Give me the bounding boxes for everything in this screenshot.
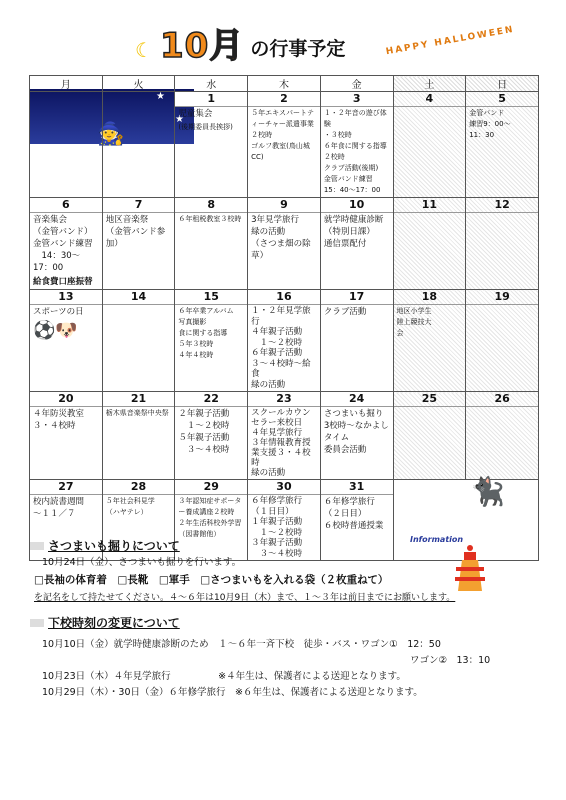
day-number: 26 xyxy=(466,392,538,407)
day-cell-10 xyxy=(320,198,393,290)
weekday-sat: 土 xyxy=(393,76,466,92)
event-text: スクールカウン セラー来校日 ４年見学旅行 ３年情報教育授 業支援３・４校時 緑の活動 xyxy=(251,408,311,478)
day-number: 2 xyxy=(248,92,320,107)
section-title-text: さつまいも掘りについて xyxy=(48,539,180,553)
week-row-1 xyxy=(30,92,539,198)
day-cell-23 xyxy=(248,392,321,480)
day-number: 28 xyxy=(103,480,175,495)
event-text: １・２年見学旅行 ４年親子活動 １～２校時 ６年親子活動 ３～４校時～給食 緑の活動 xyxy=(251,306,311,390)
notice-line: ワゴン② 13：10 xyxy=(410,655,491,666)
day-cell-22 xyxy=(175,392,248,480)
event-text: ６年租税教室３校時 xyxy=(178,215,242,223)
black-cat-icon: 🐈‍⬛ xyxy=(470,475,505,508)
notice-line: 10月23日（木）４年見学旅行 ※４年生は、保護者による送迎となります。 xyxy=(42,671,406,682)
day-number: 23 xyxy=(248,392,320,407)
day-cell-31 xyxy=(320,480,393,561)
day-cell-25 xyxy=(393,392,466,480)
day-number: 11 xyxy=(394,198,466,213)
event-text: 金管バンド 練習9：00～ 11：30 xyxy=(469,109,511,139)
day-number: 29 xyxy=(175,480,247,495)
day-cell-24 xyxy=(320,392,393,480)
section-marker xyxy=(30,542,44,550)
week-row-4 xyxy=(30,392,539,480)
week-row-3 xyxy=(30,290,539,392)
title-text: の行事予定 xyxy=(250,38,346,60)
day-cell-14 xyxy=(102,290,175,392)
event-text: クラブ活動 xyxy=(323,307,367,317)
information-label: Information xyxy=(410,535,464,544)
day-cell-26 xyxy=(466,392,539,480)
event-text: 校内読書週間 ～１１／７ xyxy=(33,497,85,519)
day-number: 6 xyxy=(30,198,102,213)
day-number: 10 xyxy=(321,198,393,213)
day-number: 24 xyxy=(321,392,393,407)
day-number: 8 xyxy=(175,198,247,213)
day-cell-12 xyxy=(466,198,539,290)
day-cell-17 xyxy=(320,290,393,392)
day-number: 5 xyxy=(466,92,538,107)
day-number: 9 xyxy=(248,198,320,213)
event-text: ２年親子活動 １～２校時 ５年親子活動 ３～４校時 xyxy=(178,409,230,455)
section-marker xyxy=(30,619,44,627)
day-number: 17 xyxy=(321,290,393,305)
day-number: 20 xyxy=(30,392,102,407)
day-number: 30 xyxy=(248,480,320,495)
day-cell-30 xyxy=(248,480,321,561)
day-number: 15 xyxy=(175,290,247,305)
event-text: 給食費口座振替 xyxy=(33,277,93,287)
title-month: 10月 xyxy=(160,26,245,66)
weekday-fri: 金 xyxy=(320,76,393,92)
day-cell-11 xyxy=(393,198,466,290)
weekday-mon: 月 xyxy=(30,76,103,92)
event-text: ５年社会科見学 （ハヤテレ） xyxy=(105,497,155,516)
weekday-header-row xyxy=(30,76,539,92)
day-cell-19 xyxy=(466,290,539,392)
event-text: ３年認知症サポータ ー養成講座２校時 ２年生活科校外学習 （図書館他） xyxy=(178,497,242,538)
event-text: 3年見学旅行 緑の活動 （さつま畑の除草） xyxy=(251,215,311,261)
event-text: 地区音楽祭 （金管バンド参加） xyxy=(105,215,166,249)
day-cell-7 xyxy=(102,198,175,290)
day-cell-29 xyxy=(175,480,248,561)
day-number: 25 xyxy=(394,392,466,407)
section-title-sweet-potato xyxy=(30,537,180,554)
day-number: 7 xyxy=(103,198,175,213)
event-text: 栃木県音楽祭中央祭 xyxy=(105,409,169,417)
weekday-thu: 木 xyxy=(248,76,321,92)
week-row-2 xyxy=(30,198,539,290)
notice-items-line: □長袖の体育着 □長靴 □軍手 □さつまいもを入れる袋（２枚重ねて） xyxy=(34,574,389,586)
event-text: １・２年音の遊び体験 ・３校時 ６年食に関する指導 ２校時 クラブ活動(後期) 金管バンド練習 15：40～17：00 xyxy=(323,109,387,194)
day-cell-20 xyxy=(30,392,103,480)
day-number: 19 xyxy=(466,290,538,305)
event-text: 音楽集会 （金管バンド） 金管バンド練習 14：30～17：00 xyxy=(33,215,93,273)
event-text: 地区小学生 陸上競技大 会 xyxy=(396,307,432,337)
event-text: 就学時健康診断 （特別日課） 通信票配付 xyxy=(323,215,384,249)
notice-line: 10月29日（木）・30日（金）６年修学旅行 ※６年生は、保護者による送迎となります。 xyxy=(42,687,423,698)
day-cell-9 xyxy=(248,198,321,290)
calendar-table xyxy=(29,75,539,561)
day-cell-3 xyxy=(320,92,393,198)
section-title-dismissal xyxy=(30,614,180,631)
day-number: 3 xyxy=(321,92,393,107)
day-number: 18 xyxy=(394,290,466,305)
witch-icon: 🧙 xyxy=(97,122,125,147)
day-cell-2 xyxy=(248,92,321,198)
notice-line: 10月24日（金）、さつまいも掘りを行います。 xyxy=(42,557,242,568)
day-number: 12 xyxy=(466,198,538,213)
weekday-sun: 日 xyxy=(466,76,539,92)
event-text: ６年修学旅行 （１日目） １年親子活動 １～２校時 ３年親子活動 ３～４校時 xyxy=(251,496,303,559)
tower-icon xyxy=(452,543,488,593)
notice-line: 10月10日（金）就学時健康診断のため １～６年一斉下校 徒歩・バス・ワゴン① 12：50 xyxy=(42,639,441,650)
event-text: 児童集会 xyxy=(178,109,213,119)
star-icon: ★ xyxy=(175,114,184,125)
day-cell-18 xyxy=(393,290,466,392)
day-cell-21 xyxy=(102,392,175,480)
day-number: 14 xyxy=(103,290,175,305)
page-title xyxy=(160,18,345,67)
sports-icon: ⚽🐶 xyxy=(33,320,78,341)
day-number: 16 xyxy=(248,290,320,305)
event-text: さつまいも掘り 3校時～なかよしタイム 委員会活動 xyxy=(323,409,389,455)
day-cell-5 xyxy=(466,92,539,198)
day-cell-8 xyxy=(175,198,248,290)
weekday-wed: 水 xyxy=(175,76,248,92)
day-number: 22 xyxy=(175,392,247,407)
day-number: 13 xyxy=(30,290,102,305)
event-text: スポーツの日 xyxy=(33,307,84,317)
notice-line: を記名をして持たせてください。４～６年は10月9日（木）まで、１～３年は前日までにお願いします。 xyxy=(34,593,456,603)
day-cell-16 xyxy=(248,290,321,392)
day-cell-15 xyxy=(175,290,248,392)
event-text: ６年卒業アルバム 写真撮影 食に関する指導 ５年３校時 ４年４校時 xyxy=(178,307,234,359)
event-text: ４年防災教室 ３・４校時 xyxy=(33,409,85,431)
day-cell-empty xyxy=(30,92,103,198)
day-cell-4 xyxy=(393,92,466,198)
event-text: ５年エキスパートテ ィーチャー派遣事業 ２校時 ゴルフ教室(鳥山城CC) xyxy=(251,109,314,161)
day-cell-empty xyxy=(102,92,175,198)
moon-icon: ☾ xyxy=(135,38,153,62)
day-number: 31 xyxy=(321,480,393,495)
day-number: 4 xyxy=(394,92,466,107)
star-icon: ★ xyxy=(156,91,165,102)
day-cell-6 xyxy=(30,198,103,290)
event-text: (後期委員長挨拶) xyxy=(178,123,233,131)
day-number: 21 xyxy=(103,392,175,407)
halloween-banner: HAPPY HALLOWEEN xyxy=(385,24,516,58)
day-number: 27 xyxy=(30,480,102,495)
day-number: 1 xyxy=(175,92,247,107)
section-title-text: 下校時刻の変更について xyxy=(48,616,180,630)
weekday-tue: 火 xyxy=(102,76,175,92)
event-text: ６年修学旅行 （２日目） ６校時普通授業 xyxy=(323,497,384,531)
day-cell-13 xyxy=(30,290,103,392)
day-cell-1 xyxy=(175,92,248,198)
